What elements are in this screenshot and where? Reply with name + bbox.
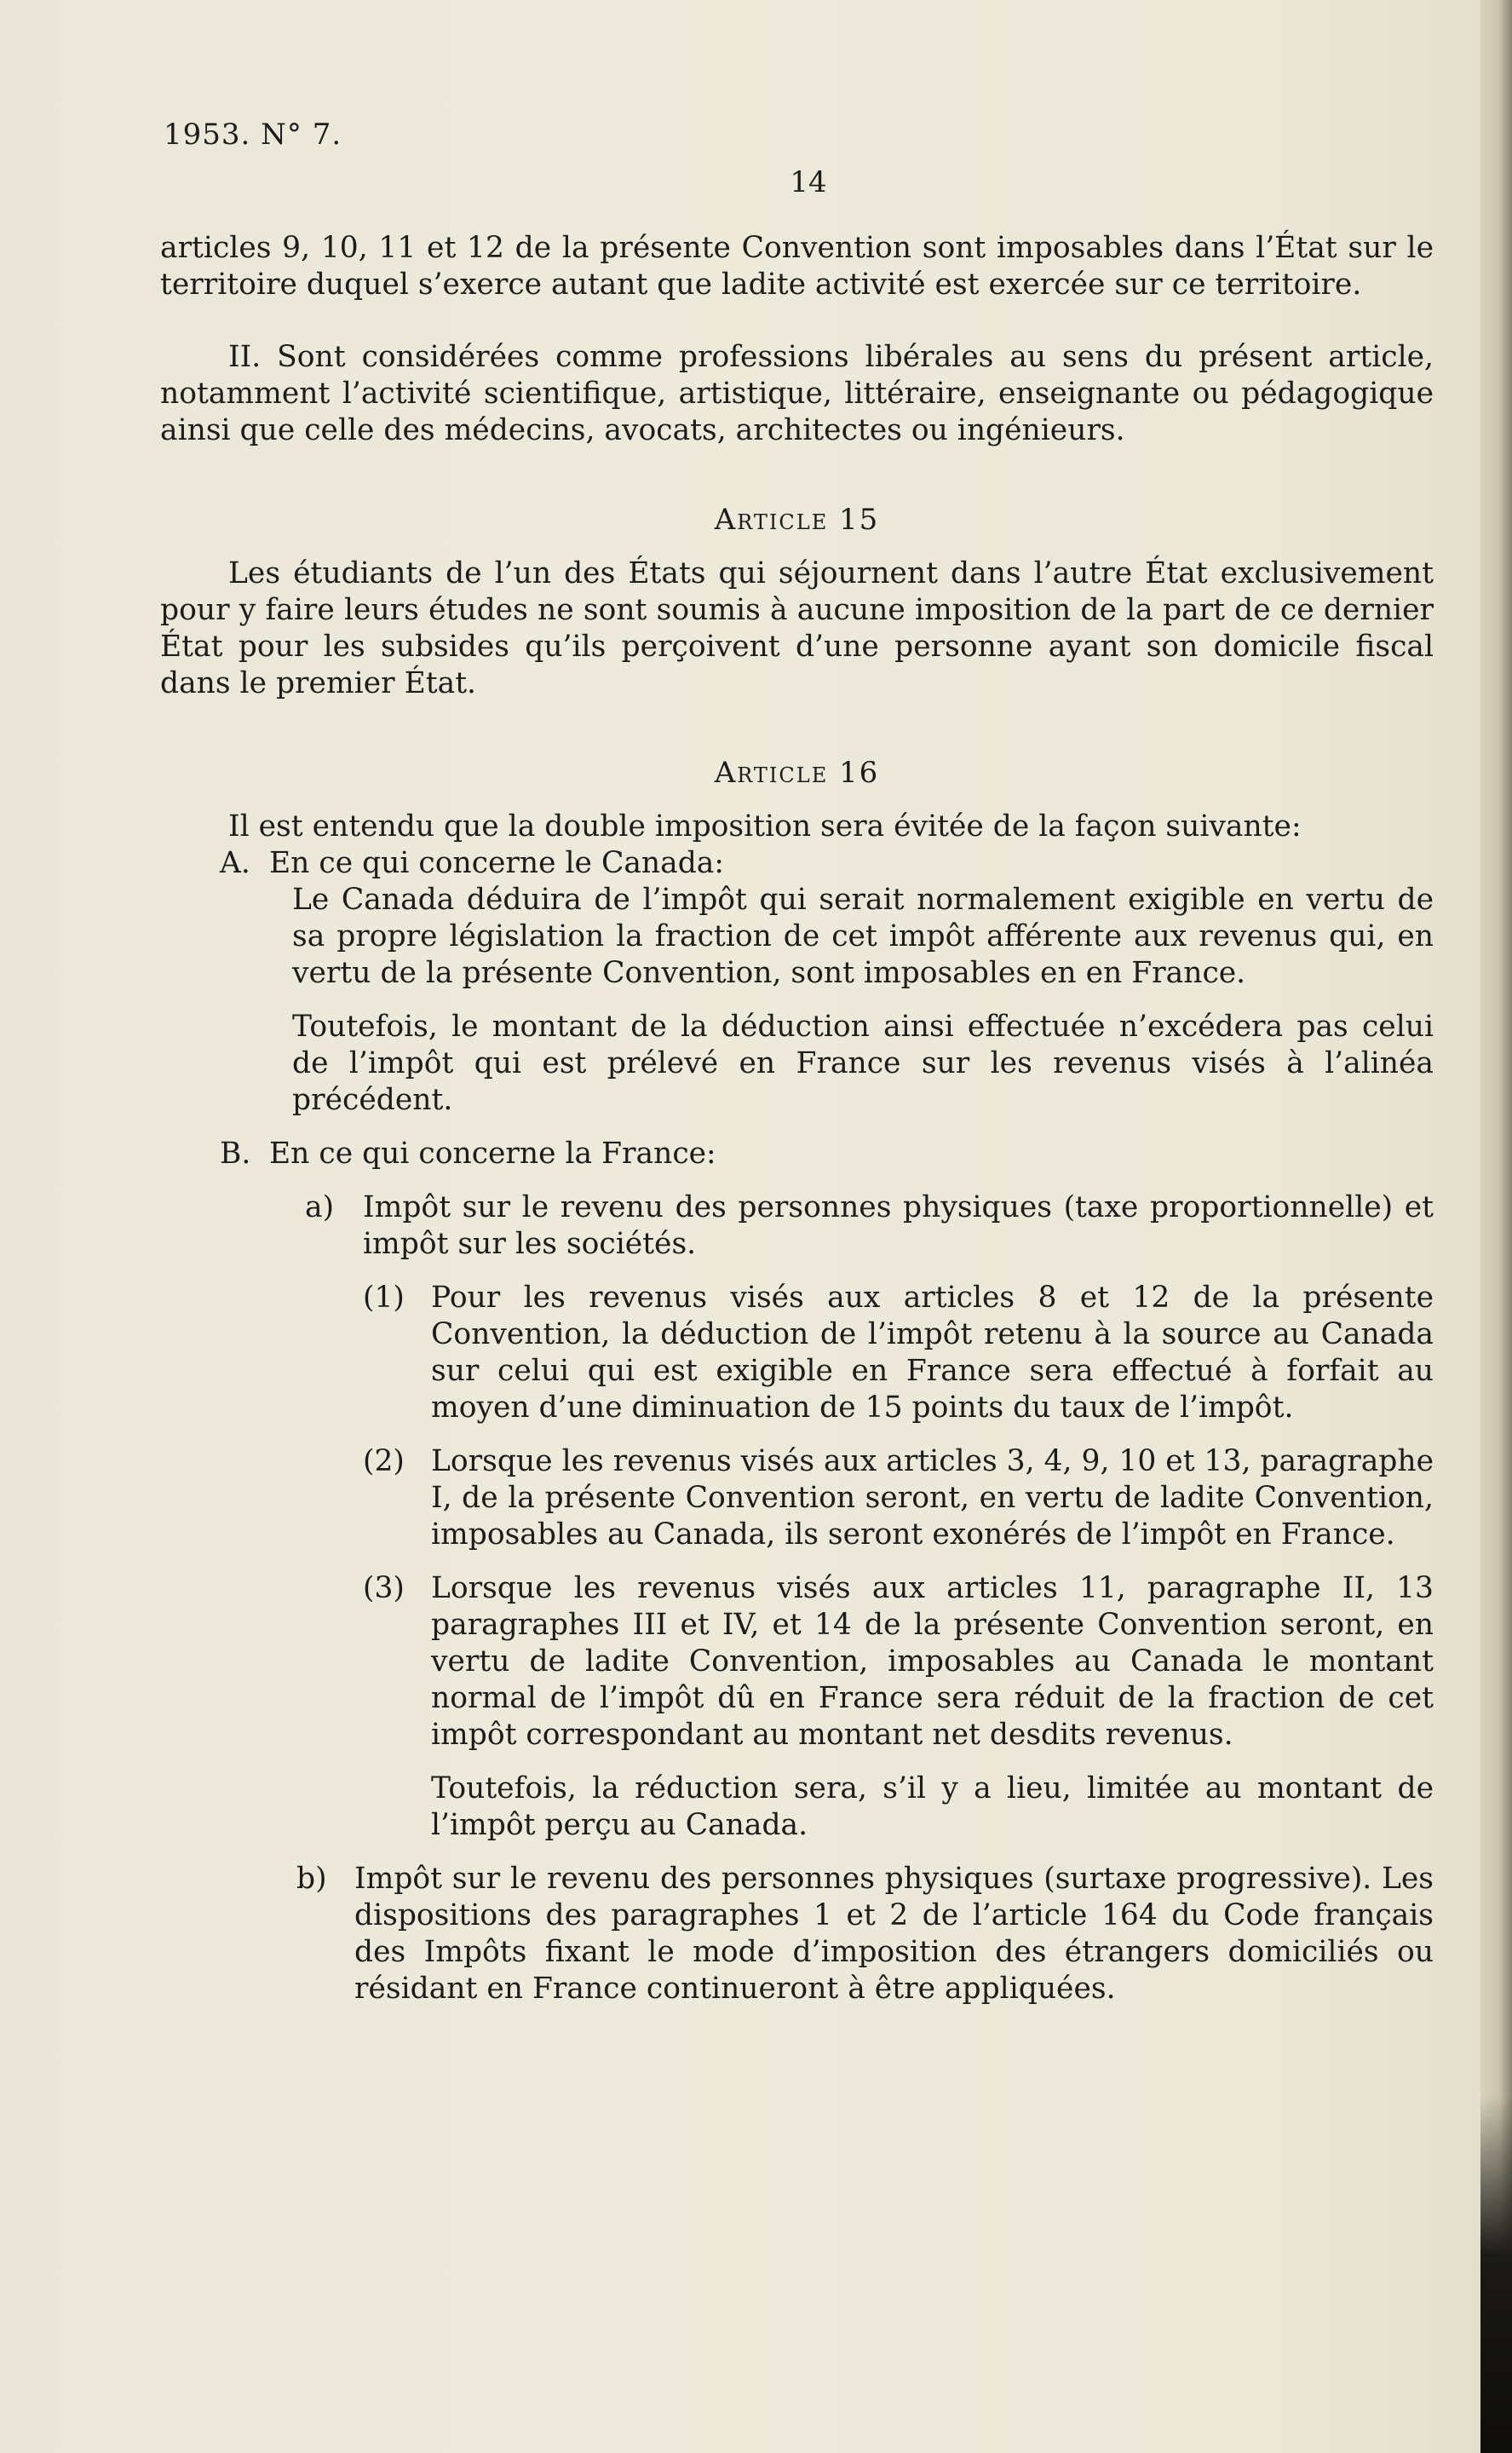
document-body xyxy=(160,230,1434,2007)
page-edge-dark-corner xyxy=(1480,2095,1512,2453)
subsection-a-text: Impôt sur le revenu des personnes physiques (taxe proportionnelle) et impôt sur les sociétés. xyxy=(363,1190,1434,1261)
subsection-b xyxy=(296,1861,1434,2007)
paragraph-section-ii: II. Sont considérées comme professions libérales au sens du présent article, notamment l’activité scientifique, artistique, littéraire, enseignante ou pédagogique ainsi que celle des médecins, avocats, architectes ou ingénieurs. xyxy=(160,340,1434,447)
subsection-a xyxy=(305,1189,1434,1263)
publication-reference: 1953. N° 7. xyxy=(164,118,342,152)
paragraph-intro: articles 9, 10, 11 et 12 de la présente Convention sont imposables dans l’État sur le territoire duquel s’exerce autant que ladite activité est exercée sur ce territoire. xyxy=(160,231,1434,302)
article-16-heading: Article 16 xyxy=(714,756,880,790)
section-b-title: En ce qui concerne la France: xyxy=(269,1137,716,1171)
section-a xyxy=(220,845,1434,882)
list-item-2-marker: (2) xyxy=(363,1444,405,1478)
subsection-a-closing: Toutefois, la réduction sera, s’il y a lieu, limitée au montant de l’impôt perçu au Canada. xyxy=(431,1771,1434,1842)
list-item-3-marker: (3) xyxy=(363,1571,405,1605)
list-item-3-text: Lorsque les revenus visés aux articles 11, paragraphe II, 13 paragraphes III et IV, et 14 de la présente Convention seront, en vertu de ladite Convention, imposables au Canada le montant normal de l’impôt dû en France sera réduit de la fraction de cet impôt correspondant au montant net desdits revenus. xyxy=(431,1571,1434,1752)
page-edge-shadow xyxy=(1480,0,1512,2453)
section-a-marker: A. xyxy=(220,846,250,880)
subsection-b-text: Impôt sur le revenu des personnes physiques (surtaxe progressive). Les dispositions des paragraphes 1 et 2 de l’article 164 du Code français des Impôts fixant le mode d’imposition des étrangers domiciliés ou résidant en France continueront à être appliquées. xyxy=(354,1862,1434,2006)
section-b-marker: B. xyxy=(220,1137,251,1171)
subsection-b-marker: b) xyxy=(296,1862,327,1896)
page-number: 14 xyxy=(790,165,827,199)
section-a-paragraph-1: Le Canada déduira de l’impôt qui serait normalement exigible en vertu de sa propre législation la fraction de cet impôt afférente aux revenus qui, en vertu de la présente Convention, sont imposables en en France. xyxy=(292,883,1434,990)
article-15-heading: Article 15 xyxy=(714,503,880,537)
list-item-2 xyxy=(363,1443,1434,1553)
article-15-text: Les étudiants de l’un des États qui séjournent dans l’autre État exclusivement pour y faire leurs études ne sont soumis à aucune imposition de la part de ce dernier État pour les subsides qu’ils perçoivent d’une personne ayant son domicile fiscal dans le premier État. xyxy=(160,556,1434,700)
list-item-3 xyxy=(363,1570,1434,1753)
subsection-a-marker: a) xyxy=(305,1190,335,1224)
article-16-intro: Il est entendu que la double imposition sera évitée de la façon suivante: xyxy=(228,809,1302,844)
list-item-2-text: Lorsque les revenus visés aux articles 3, 4, 9, 10 et 13, paragraphe I, de la présente Convention seront, en vertu de ladite Convention, imposables au Canada, ils seront exonérés de l’impôt en France. xyxy=(431,1444,1434,1552)
section-b xyxy=(220,1136,1434,1172)
section-a-title: En ce qui concerne le Canada: xyxy=(269,846,724,880)
list-item-1-text: Pour les revenus visés aux articles 8 et 12 de la présente Convention, la déduction de l’impôt retenu à la source au Canada sur celui qui est exigible en France sera effectué à forfait au moyen d’une diminuation de 15 points du taux de l’impôt. xyxy=(431,1281,1434,1425)
section-a-paragraph-2: Toutefois, le montant de la déduction ainsi effectuée n’excédera pas celui de l’impôt qui est prélevé en France sur les revenus visés à l’alinéa précédent. xyxy=(292,1010,1434,1117)
list-item-1 xyxy=(363,1280,1434,1426)
list-item-1-marker: (1) xyxy=(363,1281,405,1315)
